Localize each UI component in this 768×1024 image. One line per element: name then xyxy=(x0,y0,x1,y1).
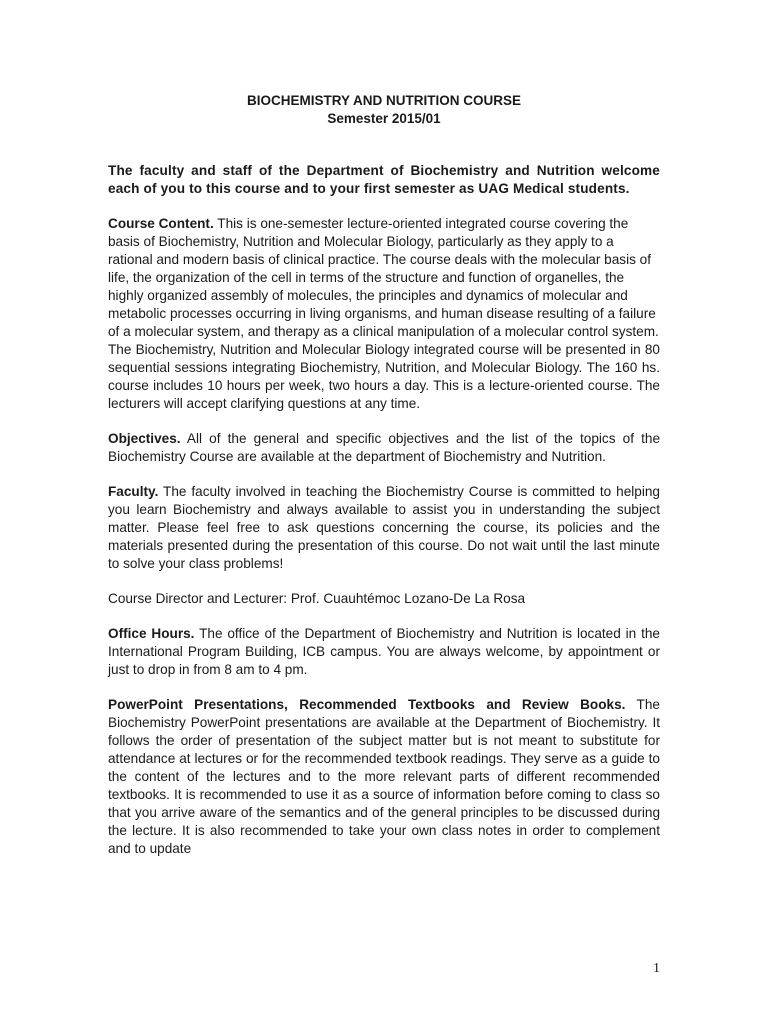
page-number: 1 xyxy=(653,961,660,976)
presentations-paragraph xyxy=(108,696,660,858)
course-content-heading: Course Content. xyxy=(108,216,214,231)
office-hours-text: The office of the Department of Biochemistry and Nutrition is located in the International Program Building, ICB campus. You are always welcome, by appointment or just to drop in from 8 am to 4 pm. xyxy=(108,626,660,677)
presentations-heading: PowerPoint Presentations, Recommended Textbooks and Review Books. xyxy=(108,697,626,712)
course-structure-paragraph: The Biochemistry, Nutrition and Molecular Biology integrated course will be presented in 80 sequential sessions integrating Biochemistry, Nutrition, and Molecular Biology. The 160 hs. course includes 10 hours per week, two hours a day. This is a lecture-oriented course. The lecturers will accept clarifying questions at any time. xyxy=(108,342,660,411)
objectives-heading: Objectives. xyxy=(108,431,181,446)
semester-label: Semester 2015/01 xyxy=(327,111,441,126)
presentations-text: The Biochemistry PowerPoint presentations are available at the Department of Biochemistry. It follows the order of presentation of the subject matter but is not meant to substitute for attendance at lectures or for the recommended textbook readings. They serve as a guide to the content of the lectures and to the more relevant parts of different recommended textbooks. It is recommended to use it as a source of information before coming to class so that you arrive aware of the semantics and of the general principles to be discussed during the lecture. It is also recommended to take your own class notes in order to complement and to update xyxy=(108,697,660,856)
document-body xyxy=(108,162,660,875)
faculty-heading: Faculty. xyxy=(108,484,159,499)
objectives-paragraph xyxy=(108,430,660,466)
course-director-line: Course Director and Lecturer: Prof. Cuauhtémoc Lozano-De La Rosa xyxy=(108,591,526,606)
office-hours-heading: Office Hours. xyxy=(108,626,195,641)
course-content-text: This is one-semester lecture-oriented integrated course covering the basis of Biochemistry, Nutrition and Molecular Biology, particularly as they apply to a rational and modern basis of clinical practice. The course deals with the molecular basis of life, the organization of the cell in terms of the structure and function of organelles, the highly organized assembly of molecules, the principles and dynamics of molecular and metabolic processes occurring in living organisms, and human disease resulting of a failure of a molecular system, and therapy as a clinical manipulation of a molecular control system. xyxy=(108,216,659,339)
objectives-text: All of the general and specific objectives and the list of the topics of the Biochemistry Course are available at the department of Biochemistry and Nutrition. xyxy=(108,431,660,464)
welcome-paragraph: The faculty and staff of the Department of Biochemistry and Nutrition welcome each of you to this course and to your first semester as UAG Medical students. xyxy=(108,163,660,196)
faculty-text: The faculty involved in teaching the Biochemistry Course is committed to helping you learn Biochemistry and always available to assist you in understanding the subject matter. Please feel free to ask questions concerning the course, its policies and the materials presented during the presentation of this course. Do not wait until the last minute to solve your class problems! xyxy=(108,484,660,571)
office-hours-paragraph xyxy=(108,625,660,679)
course-content-paragraph xyxy=(108,215,660,341)
document-title: BIOCHEMISTRY AND NUTRITION COURSE xyxy=(246,93,521,108)
faculty-paragraph xyxy=(108,483,660,573)
title-block xyxy=(0,92,768,128)
